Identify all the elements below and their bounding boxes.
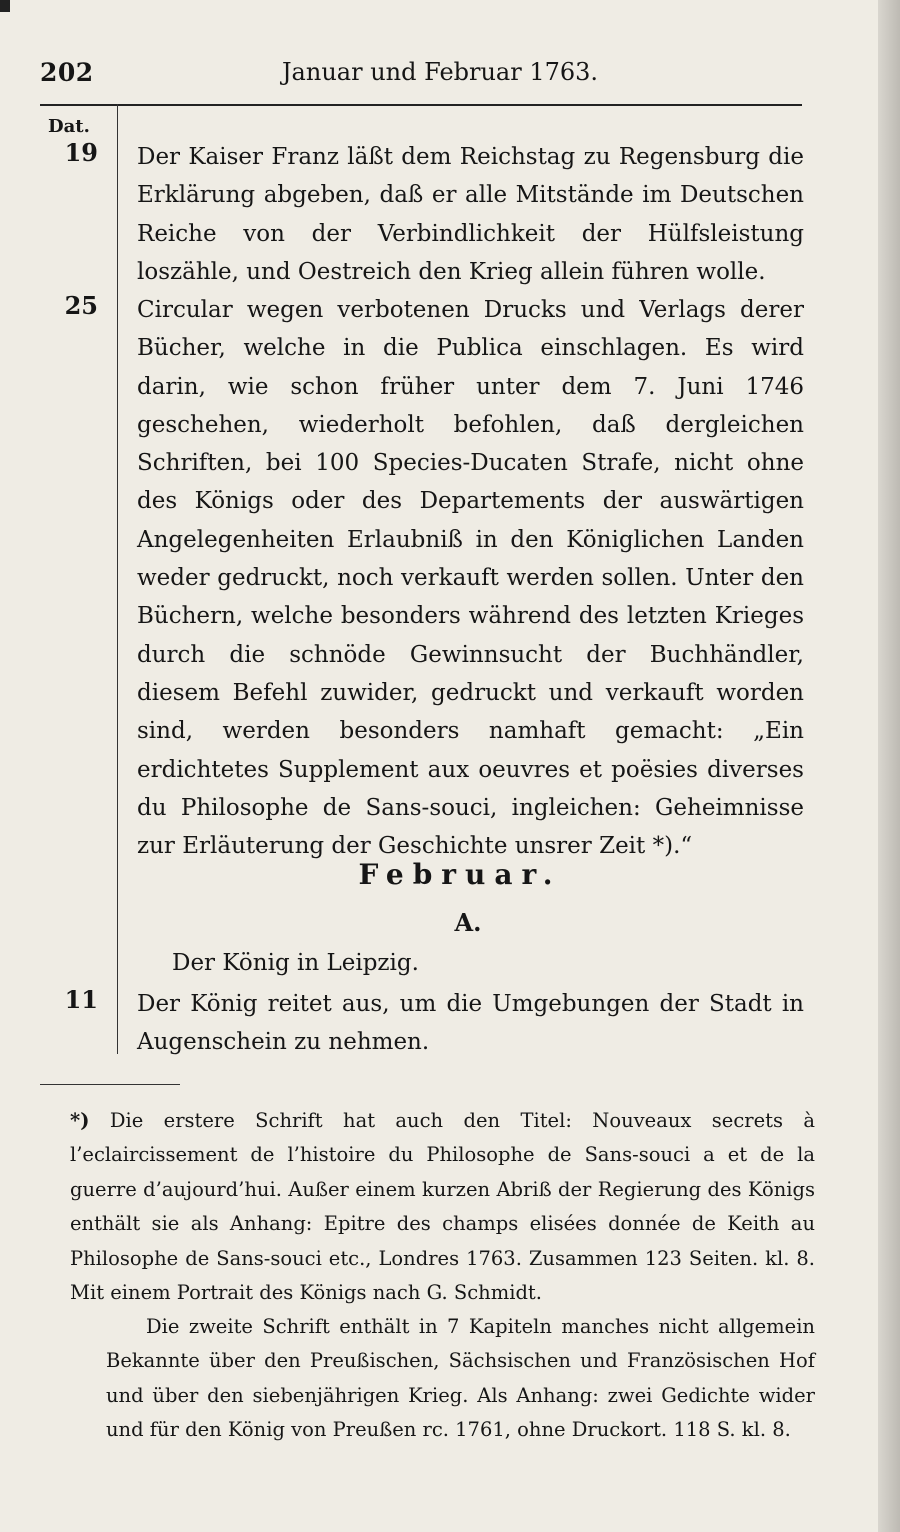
footnote-rule bbox=[40, 1084, 180, 1085]
footnote-text: Die zweite Schrift enthält in 7 Kapiteln manches nicht allgemein Bekannte über den Preußischen, Sächsischen und Französischen Hof und über den siebenjährigen Krieg. Als Anhang: zwei Gedichte wider und für den König von Preußen rc. 1761, ohne Druckort. 118 S. kl. 8. bbox=[106, 1315, 815, 1442]
king-location-line: Der König in Leipzig. bbox=[172, 950, 419, 976]
running-title: Januar und Februar 1763. bbox=[281, 58, 599, 86]
footnote-first bbox=[70, 1104, 815, 1310]
page-edge-shadow bbox=[878, 0, 900, 1532]
page-corner-shadow bbox=[0, 0, 10, 40]
entry-date: 19 bbox=[64, 138, 98, 167]
entry-text: Der Kaiser Franz läßt dem Reichstag zu Regensburg die Erklärung abgeben, daß er alle Mitstände im Deutschen Reiche von der Verbindlichkeit der Hülfsleistung loszähle, und Oestreich den Krieg allein führen wolle. bbox=[137, 144, 804, 285]
footnote-mark: *) bbox=[70, 1109, 90, 1132]
page-number: 202 bbox=[40, 58, 94, 87]
page-header bbox=[40, 58, 800, 98]
footnote-text: Die erstere Schrift hat auch den Titel: Nouveaux secrets à l’eclaircissement de l’histoire du Philosophe de Sans-souci a et de la guerre d’aujourd’hui. Außer einem kurzen Abriß der Regierung des Königs enthält sie als Anhang: Epitre des champs elisées donnée de Keith au Philosophe de Sans-souci etc., Londres 1763. Zusammen 123 Seiten. kl. 8. Mit einem Portrait des Königs nach G. Schmidt. bbox=[70, 1109, 815, 1305]
footnote-second bbox=[106, 1310, 815, 1448]
entry-text: Circular wegen verbotenen Drucks und Verlags derer Bücher, welche in die Publica einschlagen. Es wird darin, wie schon früher unter dem 7. Juni 1746 geschehen, wiederholt befohlen, daß dergleichen Schriften, bei 100 Species-Ducaten Strafe, nicht ohne des Königs oder des Departements der auswärtigen Angelegenheiten Erlaubniß in den Königlichen Landen weder gedruckt, noch verkauft werden sollen. Unter den Büchern, welche besonders während des letzten Krieges durch die schnöde Gewinnsucht der Buchhändler, diesem Befehl zuwider, gedruckt und verkauft worden sind, werden besonders namhaft gemacht: „Ein erdichtetes Supplement aux oeuvres et poësies diverses du Philosophe de Sans-souci, ingleichen: Geheimnisse zur Erläuterung der Geschichte unsrer Zeit *).“ bbox=[137, 297, 804, 860]
entry-date: 25 bbox=[64, 291, 98, 320]
section-letter: A. bbox=[454, 908, 482, 937]
entry-text: Der König reitet aus, um die Umgebungen der Stadt in Augenschein zu nehmen. bbox=[137, 991, 804, 1056]
date-column-label: Dat. bbox=[48, 116, 90, 137]
month-heading: Februar. bbox=[358, 858, 562, 891]
header-rule bbox=[40, 104, 802, 106]
entry-date: 11 bbox=[64, 985, 98, 1014]
